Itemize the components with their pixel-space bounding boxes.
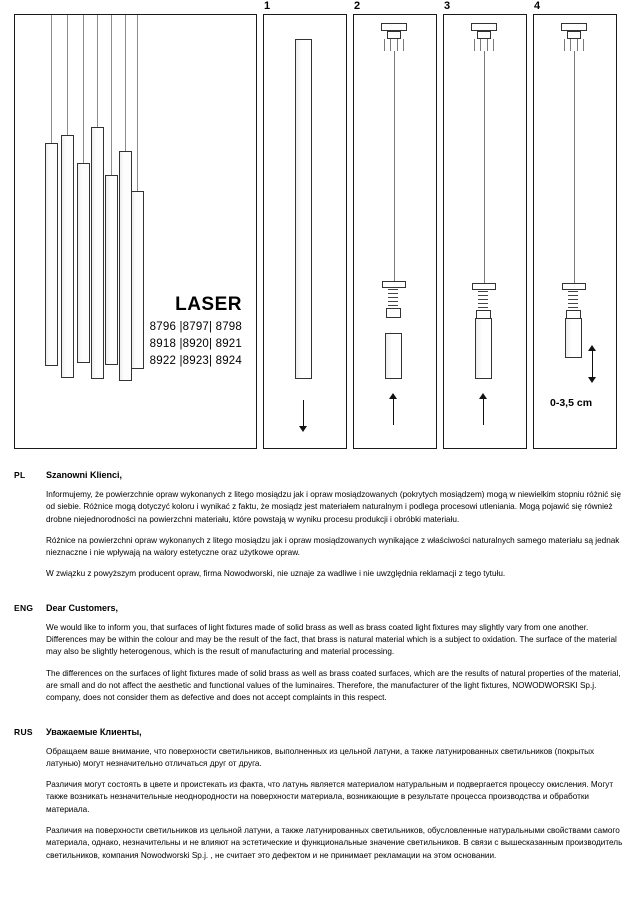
step1-tube <box>295 39 312 379</box>
step-number-4: 4 <box>534 0 541 12</box>
step3-canopy <box>468 23 500 53</box>
assembly-step-1 <box>263 0 347 449</box>
notice-paragraph: Обращаем ваше внимание, что поверхности светильников, выполненных из цельной латуни, а также латунированных светильников (покрытых латунью) могут незначительно отличаться друг от друга. <box>46 746 595 768</box>
notice-block-pl <box>14 470 623 581</box>
step2-arrow-up-icon <box>389 393 398 427</box>
lamp-tube <box>45 143 58 366</box>
notice-title-rus: Уважаемые Клиенты, <box>46 726 142 737</box>
notice-paragraph: Informujemy, że powierzchnie opraw wykonanych z litego mosiądzu jak i opraw mosiądzowanych (pokrytych mosiądzem) mogą w niewielkim stopniu różnić się od siebie. Różnice mogą dotyczyć koloru i wynikać z faktu, że mosiądz jest materiałem naturalnym i podlega procesowi utleniania. Mogą pojawić się również drobne niejednorodności na powierzchni materiału, które powstają w wyniku procesu produkcji i obróbki materiału. <box>46 490 622 524</box>
notice-paragraph: Различия могут состоять в цвете и проистекать из факта, что латунь является материалом натуральным и подвергается процессу окисления. Могут также возникать незначительные неоднородности на поверхности материала, возникающие в результате процесса производства и обработки материала. <box>46 780 614 814</box>
step4-adjust-range-icon <box>588 345 597 389</box>
language-tag-pl: PL <box>14 470 26 480</box>
notice-title-pl: Szanowni Klienci, <box>46 470 123 480</box>
product-branding <box>150 294 242 370</box>
step3-tube <box>475 318 492 379</box>
product-photo-panel <box>14 14 257 449</box>
language-tag-eng: ENG <box>14 602 34 613</box>
step4-tube <box>565 318 582 358</box>
lamp-tube <box>131 191 144 369</box>
product-code-line: 8796 |8797| 8798 <box>149 321 242 333</box>
step3-connector <box>472 283 498 321</box>
step2-connector <box>382 281 408 319</box>
notice-block-rus <box>14 727 623 862</box>
step2-canopy <box>378 23 410 53</box>
notice-paragraph: Различия на поверхности светильников из цельной латуни, а также латунированных светильников, обусловленные натуральными свойствами самого материала, однако, незначительны и не влияют на эстетические и функциональные значение светильников. В связи с вышесказанным производитель светильников, компания Nowodworski Sp.j. , не считает это дефектом и не принимает рекламации на этом основании. <box>46 826 623 860</box>
assembly-diagram <box>14 0 623 449</box>
notice-title-eng: Dear Customers, <box>46 602 119 613</box>
notice-paragraph: Różnice na powierzchni opraw wykonanych z litego mosiądzu jak i opraw mosiądzowanych wynikające z właściwości naturalnych samego materiału są jednak nieznaczne i nie wpływają na walory estetyczne oraz użytkowe opraw. <box>46 535 620 558</box>
notice-paragraph: We would like to inform you, that surfaces of light fixtures made of solid brass as well as brass coated light fixtures may slightly vary from one another. Differences may be within the colour and may be the result of the fact, that brass is natural material which is a subject to oxidation. The surface of the material may also be slightly heterogenous, which is the result of manufacturing and material processing. <box>46 622 617 657</box>
lamp-tube <box>91 127 104 379</box>
notice-block-eng <box>14 603 623 705</box>
notice-paragraph: The differences on the surfaces of light fixtures made of solid brass as well as brass coated surfaces, which are the results of natural properties of the material, are small and do not affect the aesthetic and functional values of the luminaires. Therefore, the manufacturer of the light fixtures, NOWODWORSKI Sp.j. company, does not consider them as defective and does not accept complaints in this respect. <box>46 668 621 703</box>
lamp-tube <box>105 175 118 365</box>
measurement-label: 0-3,5 cm <box>550 397 593 409</box>
lamp-tube <box>61 135 74 378</box>
step1-arrow-down-icon <box>299 400 308 434</box>
product-code-line: 8918 |8920| 8921 <box>149 338 242 350</box>
step-number-1: 1 <box>264 0 271 12</box>
step-number-3: 3 <box>444 0 451 12</box>
lamp-tube <box>77 163 90 363</box>
step3-arrow-up-icon <box>479 393 488 427</box>
step4-canopy <box>558 23 590 53</box>
assembly-step-3 <box>443 0 527 449</box>
notice-paragraph: W związku z powyższym producent opraw, firma Nowodworski, nie uznaje za wadliwe i nie uwzględnia reklamacji z tego tytułu. <box>46 569 506 579</box>
assembly-step-4 <box>533 0 617 449</box>
step4-connector <box>562 283 588 321</box>
notice-text-area <box>14 470 623 884</box>
step2-tube-top <box>385 333 402 379</box>
language-tag-rus: RUS <box>14 726 33 737</box>
lamp-cluster <box>33 15 163 405</box>
brand-name: LASER <box>175 294 242 315</box>
product-code-line: 8922 |8923| 8924 <box>149 355 242 367</box>
assembly-step-2 <box>353 0 437 449</box>
step-number-2: 2 <box>354 0 361 12</box>
